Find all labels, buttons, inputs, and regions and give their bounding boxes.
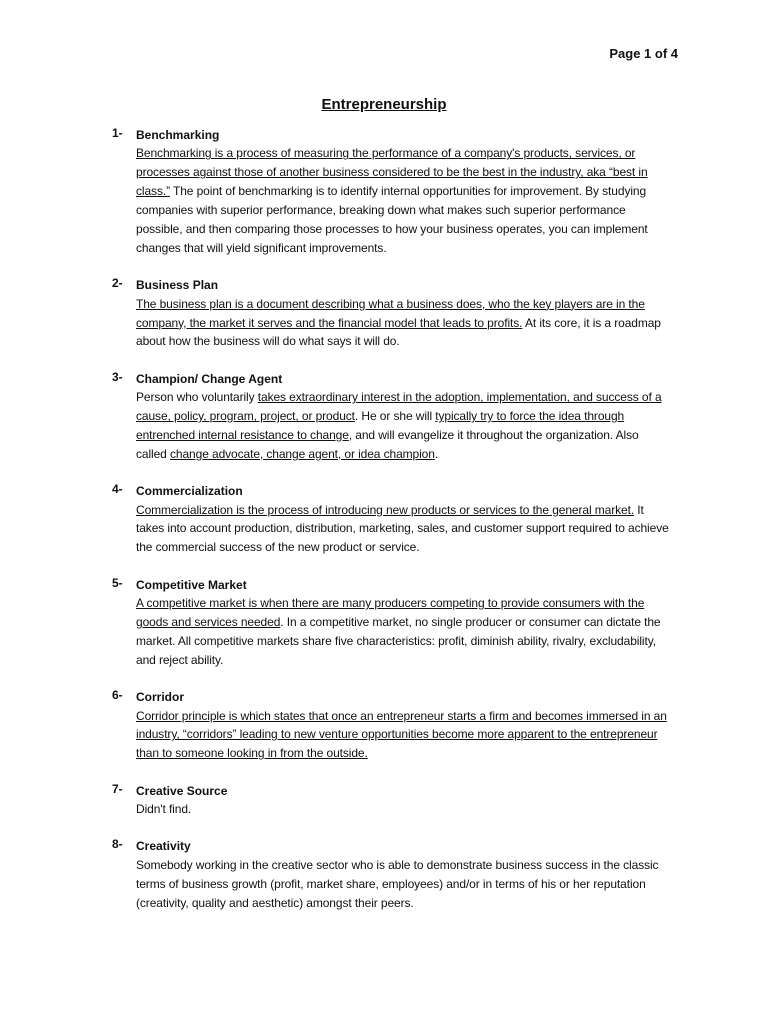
entry-number: 3- — [112, 369, 123, 384]
definition-underlined-text: change advocate, change agent, or idea champion — [170, 446, 435, 461]
definition-underlined-text: Benchmarking is a process of measuring the performance of a company's products, services, or processes against those of another business considered to be the best in the industry, aka “best in class.” — [136, 146, 648, 199]
definition-text: . — [434, 446, 439, 461]
glossary-entry — [112, 126, 672, 258]
entry-term: Competitive Market — [136, 577, 247, 592]
entry-number: 8- — [112, 837, 123, 852]
definition-underlined-text: takes extraordinary interest in the adoption, implementation, and success of a cause, policy, program, project, or product — [136, 390, 662, 424]
definition-underlined-text: A competitive market is when there are many producers competing to provide consumers with the goods and services needed — [136, 596, 645, 629]
entry-definition — [136, 144, 672, 257]
entry-definition — [136, 707, 672, 764]
entry-term: Creative Source — [136, 783, 228, 798]
entry-number: 6- — [112, 688, 123, 703]
entry-term: Creativity — [136, 839, 191, 854]
entry-number: 2- — [112, 276, 123, 291]
definition-text: . He or she will — [354, 409, 436, 424]
entry-number: 1- — [112, 126, 123, 140]
entry-term: Benchmarking — [136, 128, 220, 142]
glossary-entry — [112, 688, 672, 763]
entry-number: 5- — [112, 575, 123, 590]
glossary-entry — [112, 576, 672, 670]
definition-text: Somebody working in the creative sector who is able to demonstrate business success in the classic terms of business growth (profit, market share, employees) and/or in terms of his or her reputation (creativity, quality and aesthetic) amongst their peers. — [136, 857, 659, 910]
glossary-entry — [112, 482, 672, 557]
document-title: Entrepreneurship — [321, 96, 447, 113]
definition-text: . In a competitive market, no single producer or consumer can dictate the market. All competitive markets share five characteristics: profit, diminish ability, rivalry, excludability, and reject ability. — [136, 615, 661, 667]
entry-definition — [136, 295, 672, 352]
entry-definition — [136, 388, 672, 464]
glossary-entry — [112, 370, 672, 464]
page-number: Page 1 of 4 — [609, 46, 678, 61]
entry-term: Champion/ Change Agent — [136, 371, 283, 386]
definition-underlined-text: The business plan is a document describing what a business does, who the key players are in the company, the market it serves and the financial model that leads to profits. — [136, 296, 645, 330]
entry-definition — [136, 594, 672, 670]
definition-underlined-text: typically try to force the idea through entrenched internal resistance to change — [136, 409, 625, 442]
entry-number: 4- — [112, 482, 123, 497]
glossary-list — [112, 126, 672, 931]
glossary-entry — [112, 276, 672, 351]
glossary-entry — [112, 782, 672, 819]
entry-term: Corridor — [136, 690, 184, 705]
entry-term: Commercialization — [136, 484, 243, 499]
definition-text: , and will evangelize it throughout the organization. Also called — [136, 427, 639, 461]
glossary-entry — [112, 837, 672, 912]
definition-text: Person who voluntarily — [136, 390, 258, 405]
entry-number: 7- — [112, 781, 123, 796]
definition-text: The point of benchmarking is to identify internal opportunities for improvement. By studying companies with superior performance, breaking down what makes such superior performance possible, and then comparing those processes to how your business operates, you can implement changes that will yield significant improvements. — [136, 184, 648, 255]
definition-underlined-text: Corridor principle is which states that once an entrepreneur starts a firm and becomes immersed in an industry, “corridors” leading to new venture opportunities become more apparent to the entrepreneur than to someone looking in from the outside. — [136, 708, 667, 761]
entry-definition — [136, 800, 672, 819]
entry-definition — [136, 501, 672, 558]
definition-underlined-text: Commercialization is the process of introducing new products or services to the general market. — [136, 502, 635, 517]
entry-definition — [136, 856, 672, 913]
definition-text: At its core, it is a roadmap about how the business will do what says it will do. — [136, 315, 661, 349]
entry-term: Business Plan — [136, 278, 219, 293]
definition-text: Didn't find. — [136, 802, 192, 817]
definition-text: It takes into account production, distribution, marketing, sales, and customer support required to achieve the commercial success of the new product or service. — [136, 502, 669, 555]
